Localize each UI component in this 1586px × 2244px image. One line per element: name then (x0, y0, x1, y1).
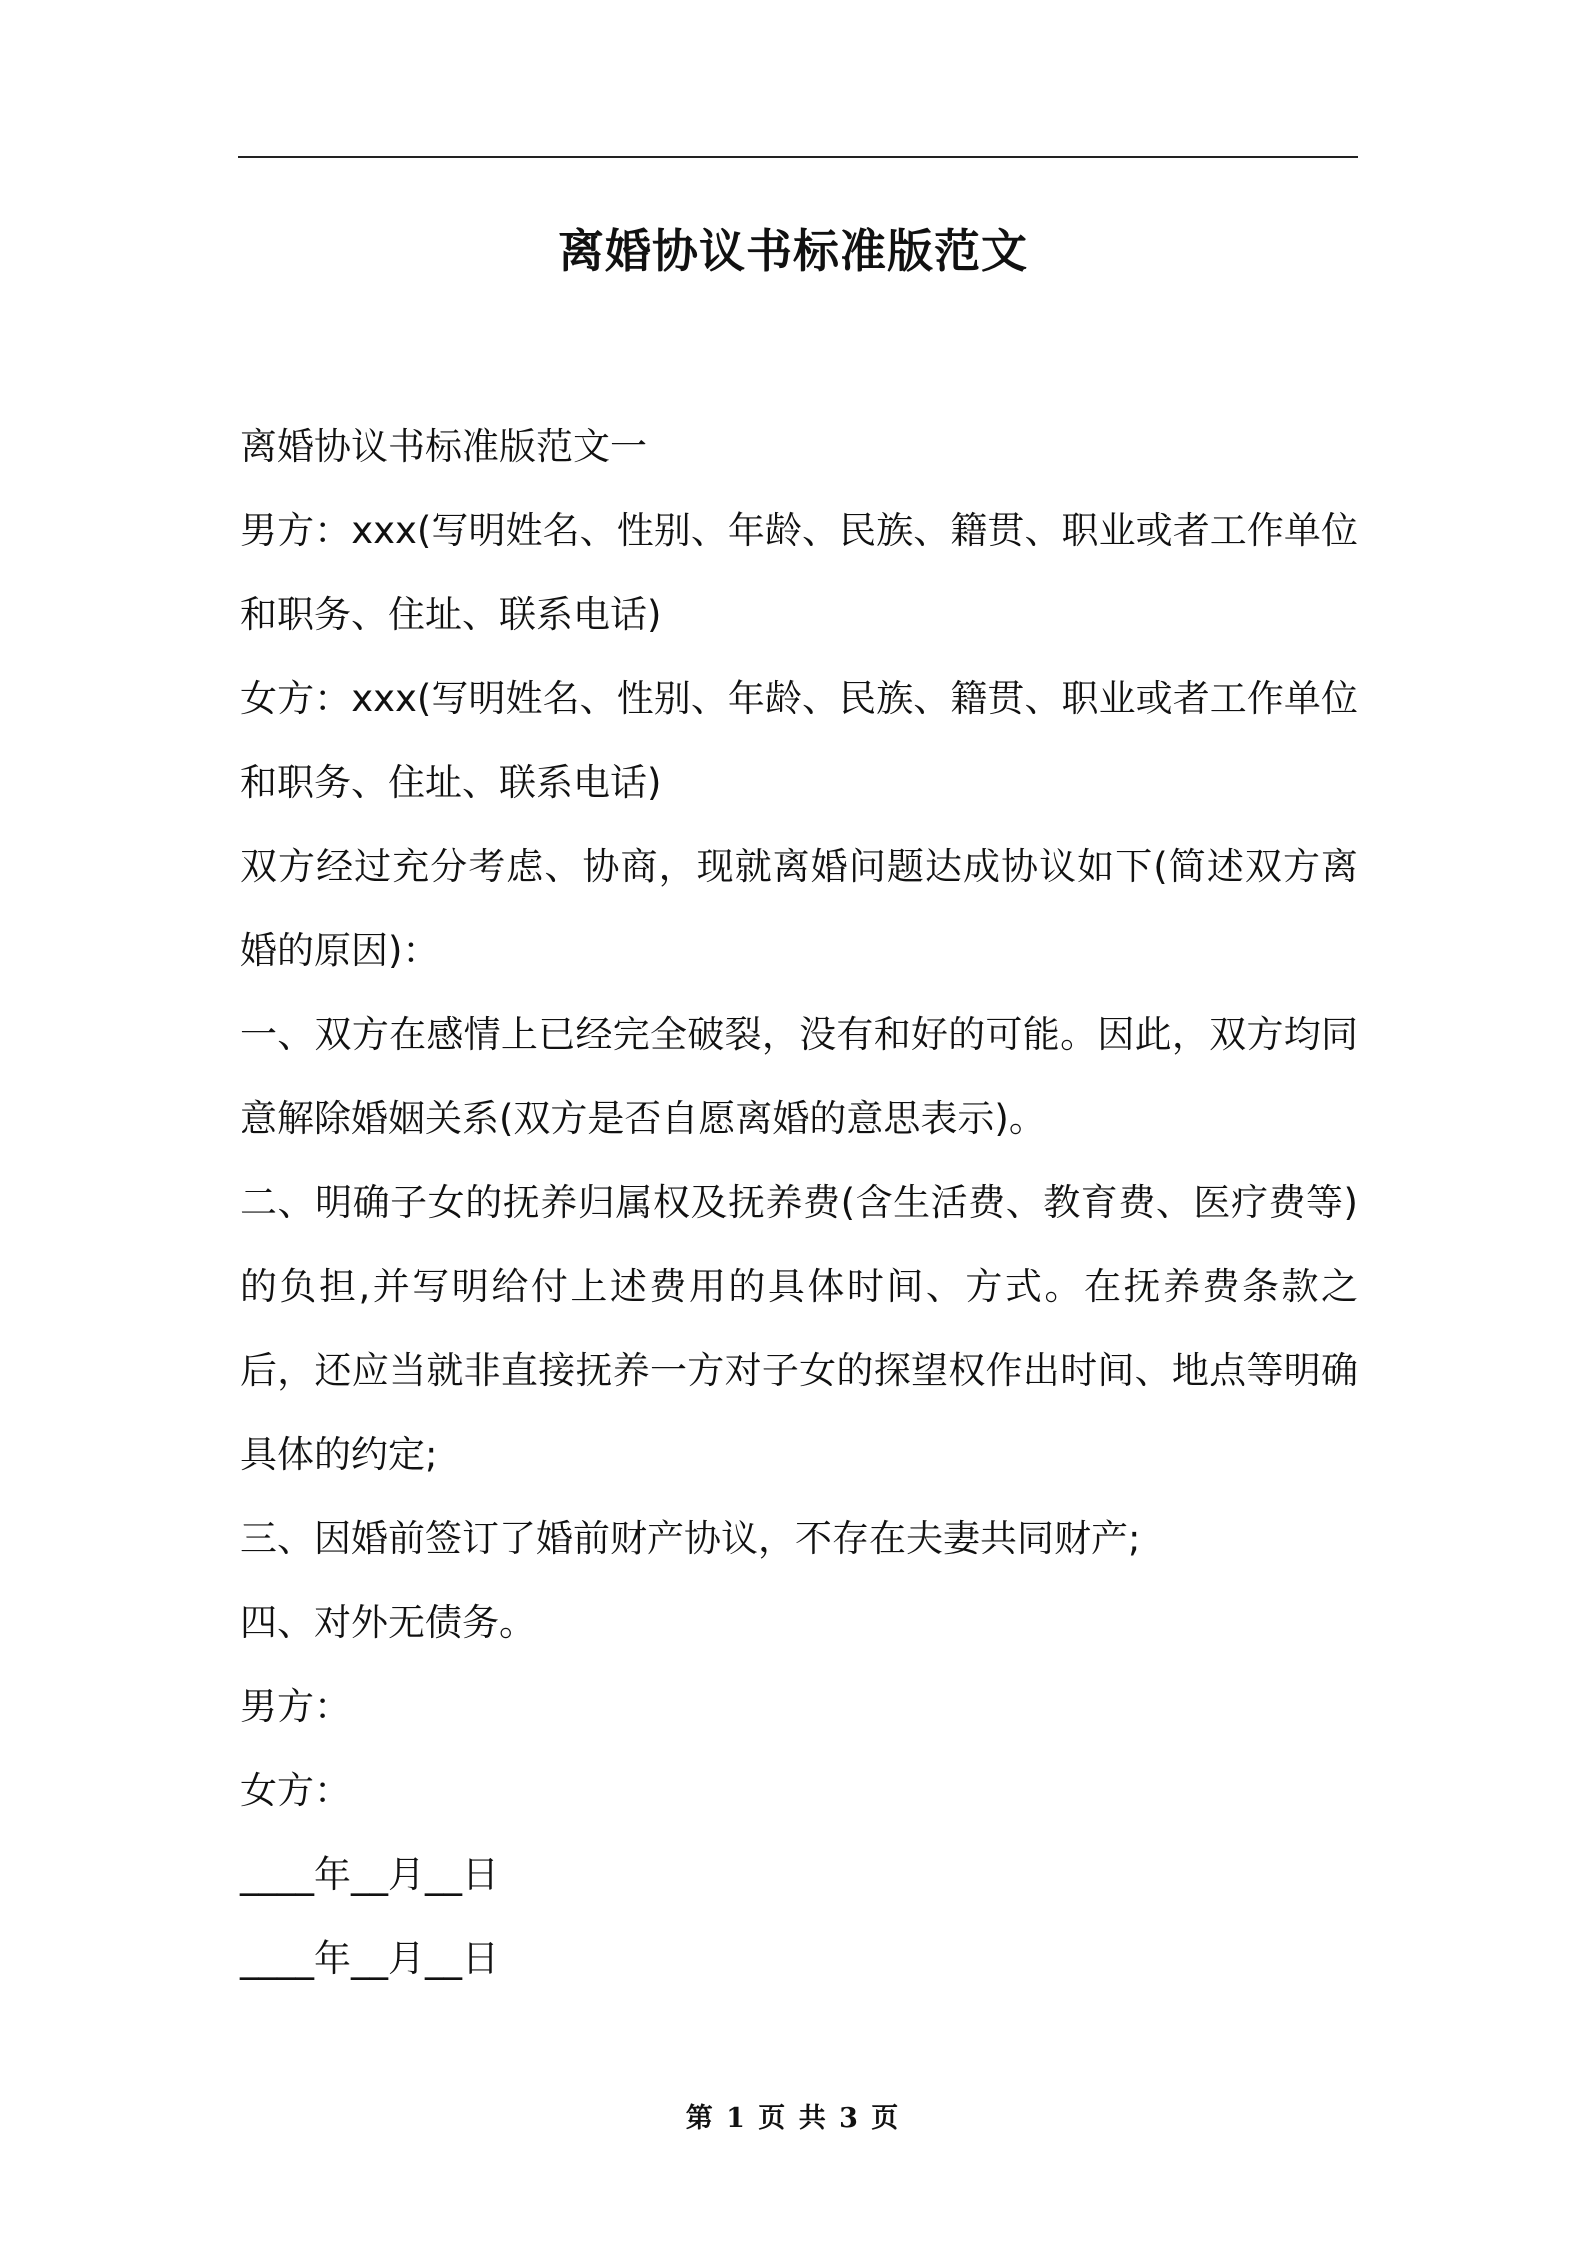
clause-three: 三、因婚前签订了婚前财产协议，不存在夫妻共同财产; (240, 1517, 1141, 1560)
clause-one: 一、双方在感情上已经完全破裂，没有和好的可能。因此，双方均同意解除婚姻关系(双方是否自愿离婚的意思表示)。 (240, 1013, 1358, 1140)
male-party-line: 男方：xxx(写明姓名、性别、年龄、民族、籍贯、职业或者工作单位和职务、住址、联系电话) (240, 509, 1358, 636)
clause-two: 二、明确子女的抚养归属权及抚养费(含生活费、教育费、医疗费等)的负担,并写明给付上述费用的具体时间、方式。在抚养费条款之后，还应当就非直接抚养一方对子女的探望权作出时间、地点等明确具体的约定; (240, 1181, 1358, 1476)
date-line: ____年__月__日 (240, 1937, 499, 1980)
date-line: ____年__月__日 (240, 1853, 499, 1896)
header-rule (238, 156, 1358, 158)
male-signature-line: 男方： (240, 1685, 351, 1728)
section-heading: 离婚协议书标准版范文一 (240, 425, 647, 468)
clause-four: 四、对外无债务。 (240, 1601, 536, 1644)
agreement-intro: 双方经过充分考虑、协商，现就离婚问题达成协议如下(简述双方离婚的原因)： (240, 845, 1358, 972)
female-party-line: 女方：xxx(写明姓名、性别、年龄、民族、籍贯、职业或者工作单位和职务、住址、联系电话) (240, 677, 1358, 804)
document-body (240, 405, 1358, 2001)
document-title: 离婚协议书标准版范文 (558, 224, 1028, 278)
female-signature-line: 女方： (240, 1769, 351, 1812)
page-number-footer: 第 1 页 共 3 页 (685, 2103, 901, 2134)
